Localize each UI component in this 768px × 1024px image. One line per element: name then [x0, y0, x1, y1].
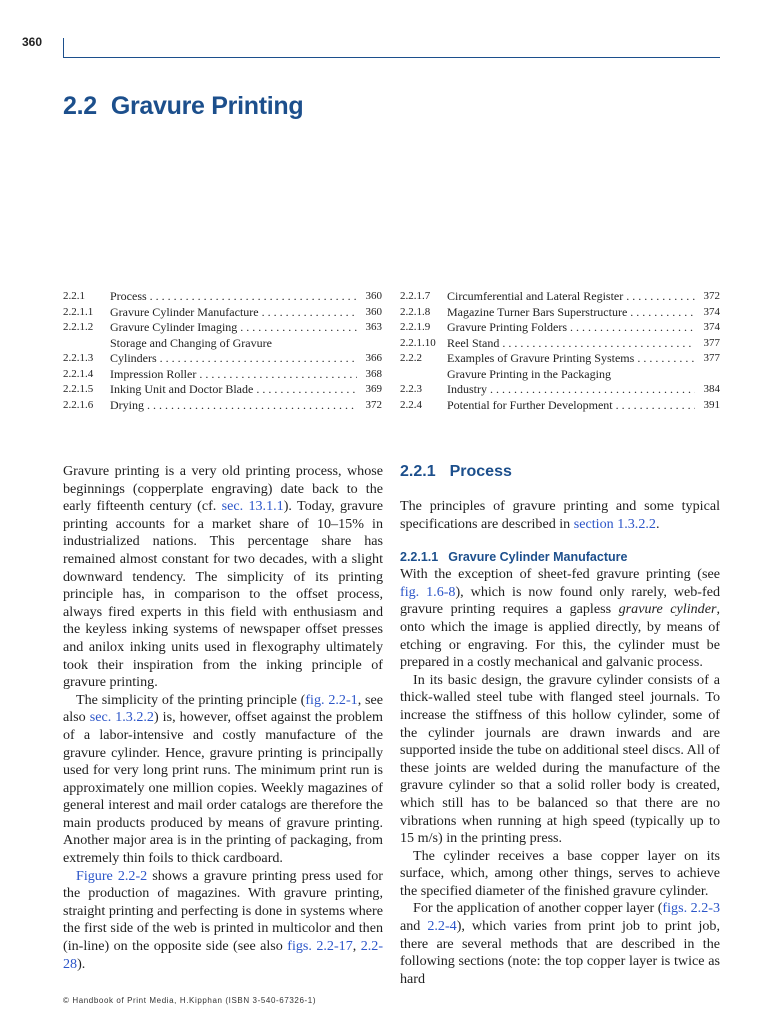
toc-leader-dots	[160, 351, 357, 367]
toc-leader-dots	[240, 320, 357, 336]
toc-entry-page: 374	[703, 305, 720, 318]
text-run: With the exception of sheet-fed gravure printing (see	[400, 566, 720, 583]
toc-right	[400, 289, 720, 413]
toc-entry[interactable]	[63, 336, 382, 367]
toc-entry-page: 368	[365, 367, 382, 380]
left-column	[63, 463, 383, 973]
subsection-title: Gravure Cylinder Manufacture	[448, 550, 628, 565]
toc-entry-title: Drying	[110, 397, 144, 412]
cross-reference-link[interactable]: fig. 2.2-1	[305, 691, 358, 708]
toc-leader-dots	[256, 382, 357, 398]
toc-entry-title: Impression Roller	[110, 366, 197, 381]
paragraph	[63, 868, 383, 974]
toc-entry[interactable]	[400, 336, 720, 352]
right-column	[400, 463, 720, 988]
toc-entry[interactable]	[63, 398, 382, 414]
toc-entry-number: 2.2.4	[400, 398, 422, 411]
toc-entry-number: 2.2.2	[400, 352, 422, 364]
text-run: The simplicity of the printing principle (	[76, 691, 306, 708]
toc-left	[63, 289, 382, 413]
toc-leader-dots	[147, 398, 357, 414]
toc-entry-title: Gravure Printing Folders	[447, 320, 567, 334]
section-heading	[400, 463, 720, 481]
footer-copyright: © Handbook of Print Media, H.Kipphan (ISBN 3-540-67326-1)	[63, 996, 317, 1005]
chapter-title-text: Gravure Printing	[110, 92, 304, 120]
subsection-heading	[400, 549, 720, 566]
text-run: Gravure printing is a very old printing process, whose beginnings (copperplate engraving) date back to the early fifteenth century (cf.	[63, 463, 383, 515]
toc-entry-title: Process	[110, 289, 147, 303]
toc-entry-page: 377	[703, 352, 720, 364]
toc-entry-title: Storage and Changing of Gravure	[110, 335, 272, 350]
cross-reference-link[interactable]: fig. 1.6-8	[400, 583, 456, 600]
toc-entry-page: 374	[703, 321, 720, 333]
cross-reference-link[interactable]: 2.2-28	[63, 938, 384, 972]
text-run: For the application of another copper layer (	[413, 900, 663, 917]
toc-entry-title: Industry	[447, 382, 487, 396]
toc-entry-page: 369	[365, 383, 382, 395]
subsection-number: 2.2.1.1	[400, 550, 439, 565]
toc-entry-title: Examples of Gravure Printing Systems	[447, 351, 635, 365]
cross-reference-link[interactable]: 2.2-4	[427, 918, 457, 935]
text-run: ,	[352, 938, 361, 955]
toc-entry[interactable]	[400, 305, 720, 321]
toc-entry-page: 372	[703, 290, 720, 302]
cross-reference-link[interactable]: figs. 2.2-17	[287, 938, 353, 955]
header-rule-vertical	[63, 38, 64, 57]
text-run: and	[400, 918, 428, 935]
toc-leader-dots	[490, 382, 695, 398]
toc-entry-page: 363	[365, 321, 382, 333]
toc-leader-dots	[616, 398, 695, 414]
paragraph: In its basic design, the gravure cylinder consists of a thick-walled steel tube with flanged steel journals. To increase the stiffness of this hollow cylinder, some of the cylinder journals are drawn inwards and are supported inside the tube on additional steel discs. All of these joints are welded during the manufacture of the gravure cylinder so that a solid roller body is created, which still has to be balanced so that there are no vibrations when running at high speed (typically up to 15 m/s) in the printing press.	[400, 671, 720, 847]
text-run: , onto which the image is applied directly, by means of etching or engraving. For this, the cylinder must be prepared in a costly mechanical and galvanic process.	[400, 601, 720, 671]
paragraph	[400, 900, 720, 988]
cross-reference-link[interactable]: sec. 13.1.1	[221, 498, 284, 515]
text-run: .	[655, 515, 660, 532]
paragraph	[63, 692, 383, 868]
toc-entry[interactable]	[63, 382, 382, 398]
text-run: , see also	[63, 691, 383, 726]
toc-entry-number: 2.2.1.4	[63, 367, 94, 380]
paragraph: The cylinder receives a base copper layer on its surface, which, among other things, serves to achieve the specified diameter of the finished gravure cylinder.	[400, 847, 720, 899]
toc-leader-dots	[630, 305, 695, 321]
toc-leader-dots	[502, 336, 695, 352]
toc-entry-title: Magazine Turner Bars Superstructure	[447, 304, 628, 319]
text-run: shows a gravure printing press used for the production of magazines. With gravure printing, straight printing and perfecting is done in systems where the first side of the web is printed in multicolor and then (in-line) on the opposite side (see also	[63, 867, 383, 955]
toc-entry-title: Reel Stand	[447, 335, 500, 350]
toc-entry[interactable]	[400, 351, 720, 367]
toc-entry-page: 377	[703, 336, 720, 349]
toc-entry-number: 2.2.1.9	[400, 321, 431, 333]
toc-entry-number: 2.2.3	[400, 383, 422, 395]
cross-reference-link[interactable]: section 1.3.2.2	[573, 515, 656, 532]
emphasis-term: gravure cylinder	[618, 601, 717, 618]
paragraph	[400, 566, 720, 672]
text-run: ).	[77, 955, 86, 972]
toc-entry-number: 2.2.1.6	[63, 398, 94, 411]
toc-entry-title: Inking Unit and Doctor Blade	[110, 382, 254, 396]
toc-entry-title: Cylinders	[110, 351, 157, 365]
toc-entry[interactable]	[400, 320, 720, 336]
toc-entry-page: 384	[703, 383, 720, 395]
toc-entry-title: Gravure Cylinder Manufacture	[110, 304, 259, 319]
toc-entry-number: 2.2.1.1	[63, 305, 94, 318]
toc-entry-page: 360	[365, 305, 382, 318]
toc-entry-number: 2.2.1.7	[400, 290, 431, 302]
text-run: The principles of gravure printing and some typical specifications are described in	[400, 498, 720, 532]
toc-entry-number: 2.2.1.2	[63, 321, 94, 333]
toc-entry-title: Gravure Cylinder Imaging	[110, 320, 238, 334]
header-rule-horizontal	[63, 57, 720, 58]
toc-entry[interactable]	[63, 305, 382, 321]
toc-entry-number: 2.2.1.5	[63, 383, 94, 395]
toc-entry-number: 2.2.1	[63, 290, 85, 302]
paragraph	[63, 463, 383, 692]
toc-entry-title: Circumferential and Lateral Register	[447, 289, 624, 303]
toc-entry-title: Potential for Further Development	[447, 397, 613, 412]
toc-leader-dots	[199, 367, 357, 383]
toc-entry-page: 360	[365, 290, 382, 302]
section-number: 2.2.1	[400, 463, 436, 480]
toc-entry[interactable]	[400, 289, 720, 305]
text-run: ). Today, gravure printing accounts for a market share of 10–15% in industrialized nations. This percentage share has remained almost constant for two decades, with a slight downward tendency. The simplicity of its printing principle has, in comparison to the offset process, always fired experts in this field with enthusiasm and the keyless inking systems of newspaper offset presses and anilox inking units used in flexography ultimately took their inspiration from the inking principle of gravure printing.	[63, 498, 383, 691]
chapter-title	[63, 92, 303, 121]
text-run: ) is, however, offset against the problem of a labor-intensive and costly manufacture of the gravure cylinder. Hence, gravure printing is principally used for very long print runs. The minimum print run is approximately one million copies. Weekly magazines of general interest and mail order catalogs are therefore the main products produced by means of gravure printing. Another major area is in the printing of packaging, from extremely thin foils to thick cardboard.	[63, 709, 383, 867]
toc-entry[interactable]	[63, 289, 382, 305]
toc-leader-dots	[150, 289, 357, 305]
paragraph	[400, 498, 720, 533]
toc-leader-dots	[626, 289, 695, 305]
cross-reference-link[interactable]: Figure 2.2-2	[76, 867, 148, 884]
text-run: ), which varies from print job to print job, there are several methods that are described in the following sections (note: the top copper layer is twice as hard	[400, 918, 721, 987]
toc-leader-dots	[570, 320, 695, 336]
cross-reference-link[interactable]: sec. 1.3.2.2	[89, 709, 154, 726]
toc-leader-dots	[262, 305, 357, 321]
toc-entry-number: 2.2.1.8	[400, 305, 431, 318]
section-title: Process	[449, 463, 512, 480]
toc-entry-page: 391	[703, 398, 720, 411]
toc-entry-number: 2.2.1.3	[63, 352, 94, 364]
cross-reference-link[interactable]: figs. 2.2-3	[662, 900, 720, 917]
toc-entry-number: 2.2.1.10	[400, 336, 436, 349]
chapter-number: 2.2	[63, 92, 97, 120]
toc-entry[interactable]	[63, 320, 382, 336]
toc-entry[interactable]	[400, 398, 720, 414]
toc-entry-page: 372	[365, 398, 382, 411]
toc-entry-title: Gravure Printing in the Packaging	[447, 366, 611, 381]
page-number: 360	[22, 35, 43, 49]
toc-entry[interactable]	[400, 367, 720, 398]
toc-leader-dots	[637, 351, 695, 367]
toc-entry-page: 366	[365, 352, 382, 364]
toc-entry[interactable]	[63, 367, 382, 383]
text-run: ), which is now found only rarely, web-fed gravure printing requires a gapless	[400, 583, 720, 618]
